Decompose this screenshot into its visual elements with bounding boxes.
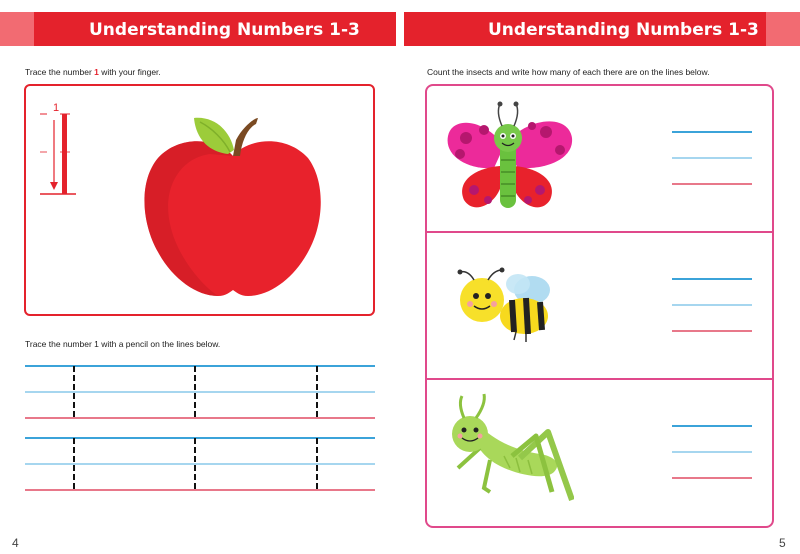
row-divider	[427, 231, 772, 233]
left-banner	[0, 12, 396, 46]
answer-line-base	[672, 183, 752, 185]
left-banner-title: Understanding Numbers 1-3	[89, 20, 360, 40]
trace-one-dashed	[316, 366, 318, 417]
trace-digit-label: 1	[53, 102, 60, 114]
answer-line-mid	[672, 157, 752, 159]
right-banner-title: Understanding Numbers 1-3	[488, 20, 759, 40]
pencil-instruction: Trace the number 1 with a pencil on the lines below.	[25, 339, 221, 349]
writing-line-top	[25, 437, 375, 439]
left-page-number: 4	[12, 536, 19, 550]
writing-line-mid	[25, 463, 375, 465]
answer-line-base	[672, 477, 752, 479]
count-instruction: Count the insects and write how many of each there are on the lines below.	[427, 67, 710, 77]
writing-line-top	[25, 365, 375, 367]
banner-tab	[766, 12, 800, 46]
grasshopper-icon	[450, 392, 574, 502]
answer-line-top	[672, 425, 752, 427]
trace-one-dashed	[194, 438, 196, 489]
trace-one-dashed	[194, 366, 196, 417]
finger-instruction-number: 1	[94, 67, 99, 77]
answer-line-top	[672, 131, 752, 133]
trace-one-dashed	[316, 438, 318, 489]
writing-line-mid	[25, 391, 375, 393]
right-page-number: 5	[779, 536, 786, 550]
finger-instruction-pre: Trace the number	[25, 67, 95, 77]
answer-line-mid	[672, 304, 752, 306]
row-divider	[427, 378, 772, 380]
writing-line-base	[25, 489, 375, 491]
apple-icon	[140, 104, 326, 300]
finger-instruction	[25, 67, 161, 77]
trace-one-dashed	[73, 366, 75, 417]
trace-one-dashed	[73, 438, 75, 489]
writing-line-base	[25, 417, 375, 419]
finger-instruction-post: with your finger.	[98, 67, 161, 77]
bee-icon	[456, 264, 556, 344]
answer-line-top	[672, 278, 752, 280]
right-banner	[404, 12, 800, 46]
banner-tab	[0, 12, 34, 46]
answer-line-base	[672, 330, 752, 332]
answer-line-mid	[672, 451, 752, 453]
butterfly-icon	[444, 98, 576, 216]
